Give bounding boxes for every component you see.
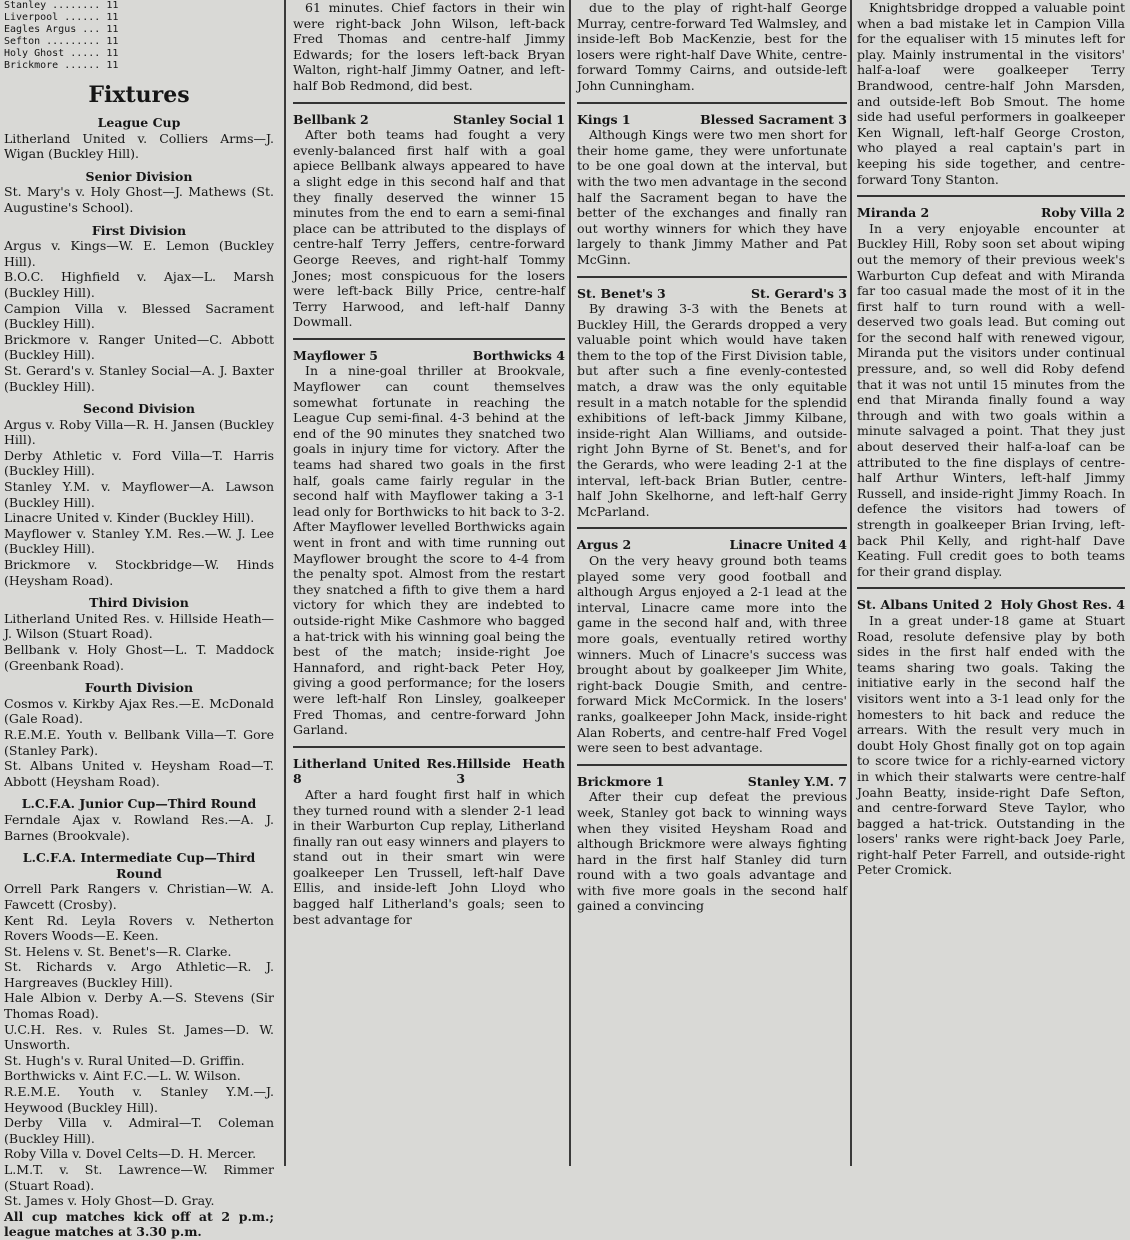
fixture-line: Argus v. Kings—W. E. Lemon (Buckley Hill). — [4, 238, 274, 269]
table-row: Stanley ........ 11 — [4, 0, 119, 11]
away-team-score: Borthwicks 4 — [472, 347, 565, 363]
fixture-division-heading: League Cup — [97, 115, 181, 130]
fixture-line: St. Richards v. Argo Athletic—R. J. Hargreaves (Buckley Hill). — [4, 959, 274, 990]
reports-column-2 — [293, 0, 565, 1166]
table-row: Holy Ghost ..... 11 — [4, 48, 119, 59]
away-team-score: Hillside Heath 3 — [456, 755, 565, 787]
home-team-score: St. Benet's 3 — [577, 285, 666, 301]
fixture-line: Litherland United Res. v. Hillside Heath—J. Wilson (Stuart Road). — [4, 610, 274, 642]
reports-column-4 — [857, 0, 1125, 1166]
report-text: due to the play of right-half George Murray, centre-forward Ted Walmsley, and inside-left Bob MacKenzie, best for the losers were right-half Dave White, centre-forward Tommy Cairns, and outside-left John Cunningham. — [577, 0, 847, 93]
fixture-division-heading: L.C.F.A. Junior Cup—Third Round — [21, 796, 257, 812]
match-result-heading — [293, 756, 565, 787]
report-text: On the very heavy ground both teams played some very good football and although Argus enjoyed a 2-1 lead at the interval, Linacre came more into the game in the second half and, with three more goals, eventually retired worthy winners. Much of Linacre's success was brought about by goalkeeper Jim White, right-back Dougie Smith, and centre-forward Mick McCormick. In the losers' ranks, goalkeeper John Mack, inside-right Alan Roberts, and centre-half Fred Vogel were seen to best advantage. — [577, 553, 847, 756]
fixture-line: Brickmore v. Ranger United—C. Abbott (Buckley Hill). — [4, 331, 274, 363]
report-separator — [293, 338, 565, 340]
match-result-heading — [857, 205, 1125, 221]
report-separator — [857, 587, 1125, 589]
fixture-line: St. Hugh's v. Rural United—D. Griffin. — [4, 1052, 245, 1068]
home-team-score: St. Albans United 2 — [857, 597, 993, 613]
fixture-line: Orrell Park Rangers v. Christian—W. A. Fawcett (Crosby). — [4, 881, 274, 912]
fixture-line: B.O.C. Highfield v. Ajax—L. Marsh (Buckley Hill). — [4, 269, 274, 300]
fixture-line: Mayflower v. Stanley Y.M. Res.—W. J. Lee (Buckley Hill). — [4, 525, 274, 557]
fixture-line: Brickmore v. Stockbridge—W. Hinds (Heysham Road). — [4, 557, 274, 588]
table-row: Liverpool ...... 11 — [4, 12, 119, 23]
fixture-line: Derby Athletic v. Ford Villa—T. Harris (Buckley Hill). — [4, 447, 274, 479]
report-text: After their cup defeat the previous week, Stanley got back to winning ways when they visited Heysham Road and although Brickmore were always fighting hard in the first half Stanley did turn round with a two goals advantage and with five more goals in the second half gained a convincing — [577, 789, 847, 914]
fixture-line: St. Gerard's v. Stanley Social—A. J. Baxter (Buckley Hill). — [4, 362, 274, 394]
fixture-line: Kent Rd. Leyla Rovers v. Netherton Rovers Woods—E. Keen. — [4, 912, 274, 944]
home-team-score: Brickmore 1 — [577, 773, 665, 789]
home-team-score: Miranda 2 — [857, 205, 930, 221]
column-rule — [850, 0, 852, 1166]
fixture-line: Bellbank v. Holy Ghost—L. T. Maddock (Greenbank Road). — [4, 642, 274, 673]
report-text: Knightsbridge dropped a valuable point when a bad mistake let in Campion Villa for the equaliser with 15 minutes left for play. Mainly instrumental in the visitors' half-a-loaf were goalkeeper Terry Brandwood, centre-half John Marsden, and outside-left Bob Smout. The home side had useful performers in goalkeeper Ken Wignall, left-half George Croston, who played a real captain's part in keeping his side together, and centre-forward Tony Stanton. — [857, 0, 1125, 187]
match-result-heading — [293, 112, 565, 128]
fixture-line: R.E.M.E. Youth v. Bellbank Villa—T. Gore (Stanley Park). — [4, 726, 274, 758]
fixture-division-heading: Senior Division — [85, 168, 193, 184]
fixture-line: Linacre United v. Kinder (Buckley Hill). — [4, 510, 255, 526]
report-separator — [577, 764, 847, 766]
report-list — [577, 102, 847, 915]
match-result-heading — [577, 774, 847, 790]
match-result-heading — [857, 597, 1125, 613]
match-result-heading — [293, 348, 565, 364]
away-team-score: Blessed Sacrament 3 — [700, 111, 847, 127]
fixture-division-heading: Third Division — [89, 595, 189, 611]
away-team-score: Holy Ghost Res. 4 — [1000, 597, 1125, 613]
report-text: After both teams had fought a very evenly-balanced first half with a goal apiece Bellbank always appeared to have a slight edge in this second half and that they finally deserved the winner 15 minutes from the end to earn a semi-final place can be attributed to the displays of centre-half Terry Jeffers, centre-forward George Reeves, and right-half Tommy Jones; most conspicuous for the losers were left-back Billy Price, centre-half Terry Harwood, and left-half Danny Dowmall. — [293, 127, 565, 330]
report-text: 61 minutes. Chief factors in their win were right-back John Wilson, left-back Fred Thomas and centre-half Jimmy Edwards; for the losers left-back Bryan Walton, right-half Jimmy Oatner, and left-half Bob Redmond, did best. — [293, 0, 565, 93]
league-table-fragment — [4, 0, 274, 72]
fixture-division-heading: L.C.F.A. Intermediate Cup—Third Round — [22, 850, 256, 881]
fixture-line: Roby Villa v. Dovel Celts—D. H. Mercer. — [4, 1146, 257, 1162]
report-text: By drawing 3-3 with the Benets at Buckley Hill, the Gerards dropped a very valuable point which would have taken them to the top of the First Division table, but after such a fine evenly-contested match, a draw was the only equitable result in a match notable for the splendid exhibitions of left-back Jimmy Kilbane, inside-right Alan Williams, and outside-right John Byrne of St. Benet's, and for the Gerards, who were leading 2-1 at the interval, left-back Brian Butler, centre-half John Skelhorne, and left-half Gerry McParland. — [577, 301, 847, 519]
report-separator — [577, 276, 847, 278]
home-team-score: Litherland United Res. 8 — [293, 755, 457, 787]
away-team-score: Linacre United 4 — [729, 537, 847, 553]
table-row: Brickmore ...... 11 — [4, 60, 119, 71]
fixture-line: Cosmos v. Kirkby Ajax Res.—E. McDonald (Gale Road). — [4, 695, 274, 727]
away-team-score: St. Gerard's 3 — [750, 285, 847, 301]
match-result-heading — [577, 112, 847, 128]
column-rule — [284, 0, 286, 1166]
fixture-line: St. James v. Holy Ghost—D. Gray. — [4, 1193, 215, 1209]
report-text: After a hard fought first half in which they turned round with a slender 2-1 lead in their Warburton Cup replay, Litherland finally ran out easy winners and players to stand out in their smart win were goalkeeper Len Trussell, left-half Dave Ellis, and inside-left John Lloyd who bagged half Litherland's goals; seen to best advantage for — [293, 786, 565, 927]
fixture-division-heading: Fourth Division — [84, 680, 194, 696]
home-team-score: Kings 1 — [577, 111, 631, 127]
fixture-line: Borthwicks v. Aint F.C.—L. W. Wilson. — [4, 1068, 241, 1084]
fixture-line: R.E.M.E. Youth v. Stanley Y.M.—J. Heywood (Buckley Hill). — [4, 1084, 274, 1115]
report-separator — [293, 746, 565, 748]
fixture-line: Stanley Y.M. v. Mayflower—A. Lawson (Buckley Hill). — [4, 479, 274, 510]
away-team-score: Stanley Social 1 — [453, 111, 565, 127]
fixture-line: L.M.T. v. St. Lawrence—W. Rimmer (Stuart Road). — [4, 1162, 274, 1193]
reports-column-3 — [577, 0, 847, 1166]
fixture-line: Litherland United v. Colliers Arms—J. Wigan (Buckley Hill). — [4, 130, 274, 162]
away-team-score: Stanley Y.M. 7 — [747, 773, 847, 789]
report-text: In a nine-goal thriller at Brookvale, Mayflower can count themselves somewhat fortunate in reaching the League Cup semi-final. 4-3 behind at the end of the 90 minutes they snatched two goals in injury time for victory. After the teams had shared two goals in the first half, goals came fairly regular in the second half with Mayflower taking a 3-1 lead only for Borthwicks to hit back to 3-2. After Mayflower levelled Borthwicks again went in front and with time running out Mayflower brought the score to 4-4 from the penalty spot. Almost from the restart they snatched a fifth to give them a hard victory for which they are indebted to outside-right Mike Cashmore who bagged a hat-trick with his winning goal being the best of the match; inside-right Joe Hannaford, and right-back Peter Hoy, giving a good performance; for the losers were left-half Ron Linsley, goalkeeper Fred Thomas, and centre-forward John Garland. — [293, 363, 565, 738]
report-text: Although Kings were two men short for their home game, they were unfortunate to be one goal down at the interval, but with the two men advantage in the second half the Sacrament began to have the better of the exchanges and finally ran out worthy winners for which they have largely to thank Jimmy Mather and Pat McGinn. — [577, 127, 847, 267]
fixture-line: U.C.H. Res. v. Rules St. James—D. W. Unsworth. — [4, 1021, 274, 1053]
away-team-score: Roby Villa 2 — [1041, 205, 1125, 221]
report-list — [293, 102, 565, 928]
home-team-score: Argus 2 — [577, 537, 632, 553]
fixture-line: Campion Villa v. Blessed Sacrament (Buckley Hill). — [4, 300, 274, 332]
table-row: Sefton ......... 11 — [4, 36, 119, 47]
report-text: In a great under-18 game at Stuart Road, resolute defensive play by both sides in the first half ended with the teams sharing two goals. Taking the initiative early in the second half the visitors went into a 3-1 lead only for the homesters to hit back and reduce the arrears. With the result very much in doubt Holy Ghost finally got on top again to score twice for a richly-earned victory in which their stalwarts were centre-half Joahn Beatty, inside-right Dafe Sefton, and centre-forward Steve Taylor, who bagged a hat-trick. Outstanding in the losers' ranks were right-back Joey Parle, right-half Peter Farrell, and outside-right Peter Cromick. — [857, 612, 1125, 878]
match-result-heading — [577, 537, 847, 553]
fixture-division-heading: Second Division — [83, 401, 195, 417]
fixture-line: Derby Villa v. Admiral—T. Coleman (Buckley Hill). — [4, 1115, 274, 1146]
table-row: Eagles Argus ... 11 — [4, 24, 119, 35]
match-result-heading — [577, 286, 847, 302]
report-separator — [577, 102, 847, 104]
home-team-score: Bellbank 2 — [293, 111, 369, 127]
fixtures-title: Fixtures — [88, 82, 190, 108]
report-separator — [857, 195, 1125, 197]
report-text: In a very enjoyable encounter at Buckley Hill, Roby soon set about wiping out the memory of their previous week's Warburton Cup defeat and with Miranda far too casual made the most of it in the first half to turn round with a well-deserved two goals lead. But coming out for the second half with renewed vigour, Miranda put the visitors under continual pressure, and, so well did Roby defend that it was not until 15 minutes from the end that Miranda finally found a way through and with two goals within a minute salvaged a point. That they just about deserved their half-a-loaf can be attributed to the fine displays of centre-half Arthur Winters, left-half Jimmy Russell, and inside-right Jimmy Roach. In defence the visitors had towers of strength in goalkeeper Brian Irving, left-back Phil Kelly, and right-half Dave Keating. Full credit goes to both teams for their grand display. — [857, 220, 1125, 579]
fixture-line: Ferndale Ajax v. Rowland Res.—A. J. Barnes (Brookvale). — [4, 811, 274, 843]
column-rule — [569, 0, 571, 1166]
fixture-line: Argus v. Roby Villa—R. H. Jansen (Buckley Hill). — [4, 416, 274, 448]
fixture-line: St. Albans United v. Heysham Road—T. Abbott (Heysham Road). — [4, 758, 274, 789]
fixture-line: St. Helens v. St. Benet's—R. Clarke. — [4, 943, 232, 959]
home-team-score: Mayflower 5 — [293, 347, 378, 363]
report-separator — [577, 527, 847, 529]
fixture-line: Hale Albion v. Derby A.—S. Stevens (Sir Thomas Road). — [4, 990, 274, 1022]
report-list — [857, 195, 1125, 878]
fixtures-column — [4, 0, 274, 1240]
fixture-footer-note: All cup matches kick off at 2 p.m.; league matches at 3.30 p.m. — [4, 1208, 274, 1240]
report-separator — [293, 102, 565, 104]
fixtures-list — [4, 115, 274, 1240]
fixture-division-heading: First Division — [91, 222, 187, 238]
fixture-line: St. Mary's v. Holy Ghost—J. Mathews (St. Augustine's School). — [4, 184, 274, 215]
